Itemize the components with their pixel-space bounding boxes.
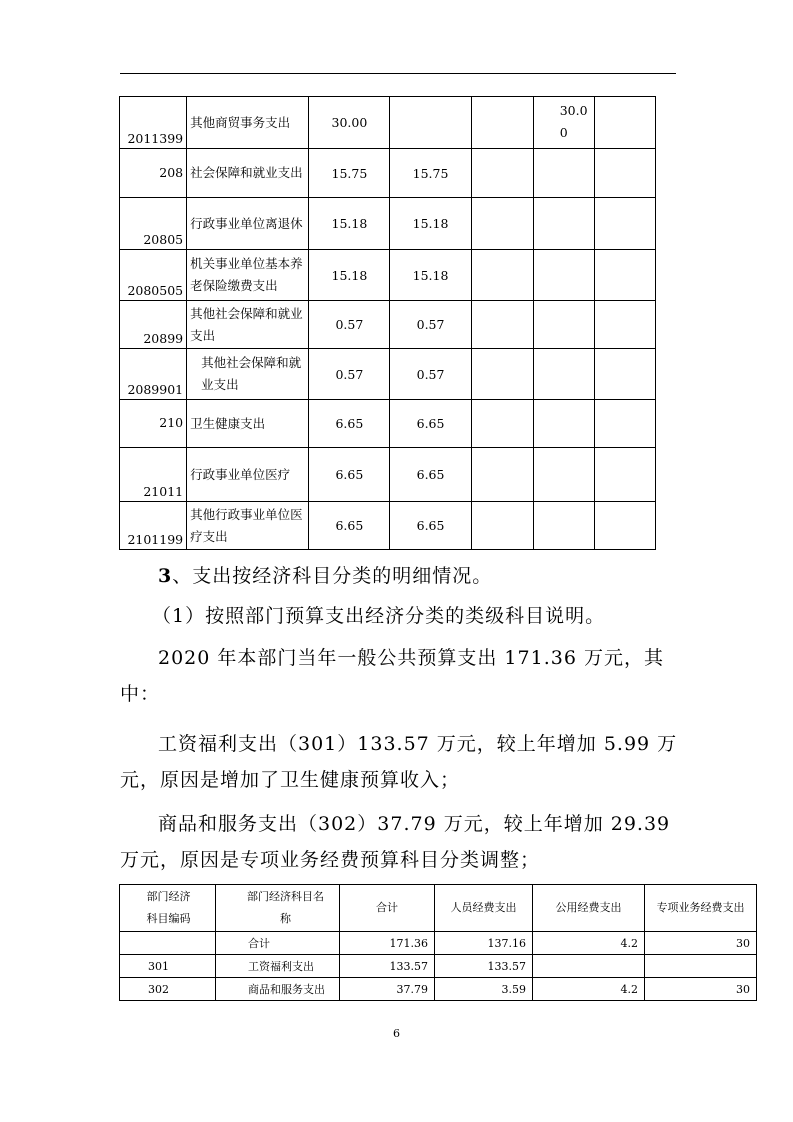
paragraph-3: [120, 726, 680, 798]
row-public: 4.2: [533, 932, 645, 955]
empty-cell: [594, 97, 655, 149]
project-value: [533, 198, 594, 250]
row-project: 30: [645, 932, 757, 955]
total-value: 0.57: [309, 349, 390, 400]
subject-code: 210: [120, 400, 187, 448]
subject-name: 行政事业单位医疗: [187, 448, 309, 502]
table-row: [120, 932, 757, 955]
basic-value: 15.18: [390, 250, 471, 301]
paragraph-2: [120, 640, 680, 712]
paragraph-3-line-1: 工资福利支出（301）133.57 万元，较上年增加 5.99 万: [158, 733, 678, 755]
row-public: [533, 955, 645, 978]
table-row: [120, 349, 656, 400]
empty-cell: [471, 448, 533, 502]
paragraph-2-line-2: 中：: [120, 683, 161, 705]
project-value: [533, 400, 594, 448]
table-row: [120, 149, 656, 198]
project-value: [533, 349, 594, 400]
header-name: 部门经济科目名称: [216, 885, 340, 932]
total-value: 15.18: [309, 250, 390, 301]
subject-code: 2101199: [120, 502, 187, 550]
table-row: [120, 400, 656, 448]
project-value: 30.0 0: [533, 97, 594, 149]
paragraph-4-line-1: 商品和服务支出（302）37.79 万元，较上年增加 29.39: [158, 813, 671, 835]
total-value: 6.65: [309, 502, 390, 550]
subject-name: 社会保障和就业支出: [187, 149, 309, 198]
header-project: 专项业务经费支出: [645, 885, 757, 932]
subject-code: 20805: [120, 198, 187, 250]
total-value: 6.65: [309, 448, 390, 502]
empty-cell: [471, 97, 533, 149]
paragraph-4-line-2: 万元，原因是专项业务经费预算科目分类调整；: [120, 849, 541, 871]
header-personnel: 人员经费支出: [435, 885, 533, 932]
table-row: [120, 301, 656, 349]
project-value: [533, 149, 594, 198]
subject-code: 2011399: [120, 97, 187, 149]
row-total: 37.79: [340, 978, 435, 1001]
total-value: 15.18: [309, 198, 390, 250]
empty-cell: [471, 301, 533, 349]
row-name: 商品和服务支出: [216, 978, 340, 1001]
row-code: 301: [120, 955, 216, 978]
table-row: [120, 448, 656, 502]
row-code: 302: [120, 978, 216, 1001]
row-public: 4.2: [533, 978, 645, 1001]
subject-code: 208: [120, 149, 187, 198]
table-row: [120, 978, 757, 1001]
subject-name: 其他行政事业单位医疗支出: [187, 502, 309, 550]
header-public: 公用经费支出: [533, 885, 645, 932]
row-name: 工资福利支出: [216, 955, 340, 978]
total-value: 30.00: [309, 97, 390, 149]
paragraph-4: [120, 806, 680, 878]
header-rule: [120, 73, 676, 74]
row-code: [120, 932, 216, 955]
paragraph-1: （1）按照部门预算支出经济分类的类级科目说明。: [152, 605, 606, 627]
empty-cell: [471, 149, 533, 198]
header-code: 部门经济科目编码: [120, 885, 216, 932]
section-number: 3: [158, 565, 173, 587]
basic-value: 6.65: [390, 448, 471, 502]
table-header-row: [120, 885, 757, 932]
basic-value: [390, 97, 471, 149]
project-value: [533, 301, 594, 349]
table-row: [120, 250, 656, 301]
paragraph-3-line-2: 元，原因是增加了卫生健康预算收入；: [120, 769, 461, 791]
project-value: [533, 502, 594, 550]
row-total: 133.57: [340, 955, 435, 978]
subject-code: 2080505: [120, 250, 187, 301]
section-heading: [120, 558, 680, 594]
paragraph-2-line-1: 2020 年本部门当年一般公共预算支出 171.36 万元，其: [158, 647, 664, 669]
empty-cell: [471, 250, 533, 301]
economic-classification-table: [119, 884, 757, 1001]
subject-name: 其他社会保障和就业支出: [187, 301, 309, 349]
expenditure-function-table: [119, 96, 656, 550]
header-total: 合计: [340, 885, 435, 932]
subject-code: 2089901: [120, 349, 187, 400]
page-number: 6: [393, 1027, 400, 1040]
empty-cell: [594, 349, 655, 400]
empty-cell: [594, 149, 655, 198]
table-row: [120, 198, 656, 250]
table-row: [120, 955, 757, 978]
table-row: [120, 97, 656, 149]
row-project: [645, 955, 757, 978]
basic-value: 0.57: [390, 301, 471, 349]
basic-value: 15.75: [390, 149, 471, 198]
empty-cell: [594, 448, 655, 502]
row-total: 171.36: [340, 932, 435, 955]
basic-value: 6.65: [390, 502, 471, 550]
row-name: 合计: [216, 932, 340, 955]
table-row: [120, 502, 656, 550]
subject-name: 卫生健康支出: [187, 400, 309, 448]
empty-cell: [594, 301, 655, 349]
subject-code: 20899: [120, 301, 187, 349]
empty-cell: [471, 400, 533, 448]
project-value: [533, 448, 594, 502]
section-title: 、支出按经济科目分类的明细情况。: [172, 565, 493, 587]
subject-name: 其他社会保障和就业支出: [187, 349, 309, 400]
empty-cell: [594, 250, 655, 301]
empty-cell: [471, 198, 533, 250]
empty-cell: [594, 400, 655, 448]
row-personnel: 137.16: [435, 932, 533, 955]
row-personnel: 133.57: [435, 955, 533, 978]
basic-value: 15.18: [390, 198, 471, 250]
subject-name: 行政事业单位离退休: [187, 198, 309, 250]
subject-code: 21011: [120, 448, 187, 502]
total-value: 6.65: [309, 400, 390, 448]
empty-cell: [594, 198, 655, 250]
subject-name: 机关事业单位基本养老保险缴费支出: [187, 250, 309, 301]
basic-value: 6.65: [390, 400, 471, 448]
empty-cell: [471, 502, 533, 550]
basic-value: 0.57: [390, 349, 471, 400]
row-project: 30: [645, 978, 757, 1001]
row-personnel: 3.59: [435, 978, 533, 1001]
subject-name: 其他商贸事务支出: [187, 97, 309, 149]
total-value: 15.75: [309, 149, 390, 198]
empty-cell: [471, 349, 533, 400]
project-value: [533, 250, 594, 301]
empty-cell: [594, 502, 655, 550]
total-value: 0.57: [309, 301, 390, 349]
